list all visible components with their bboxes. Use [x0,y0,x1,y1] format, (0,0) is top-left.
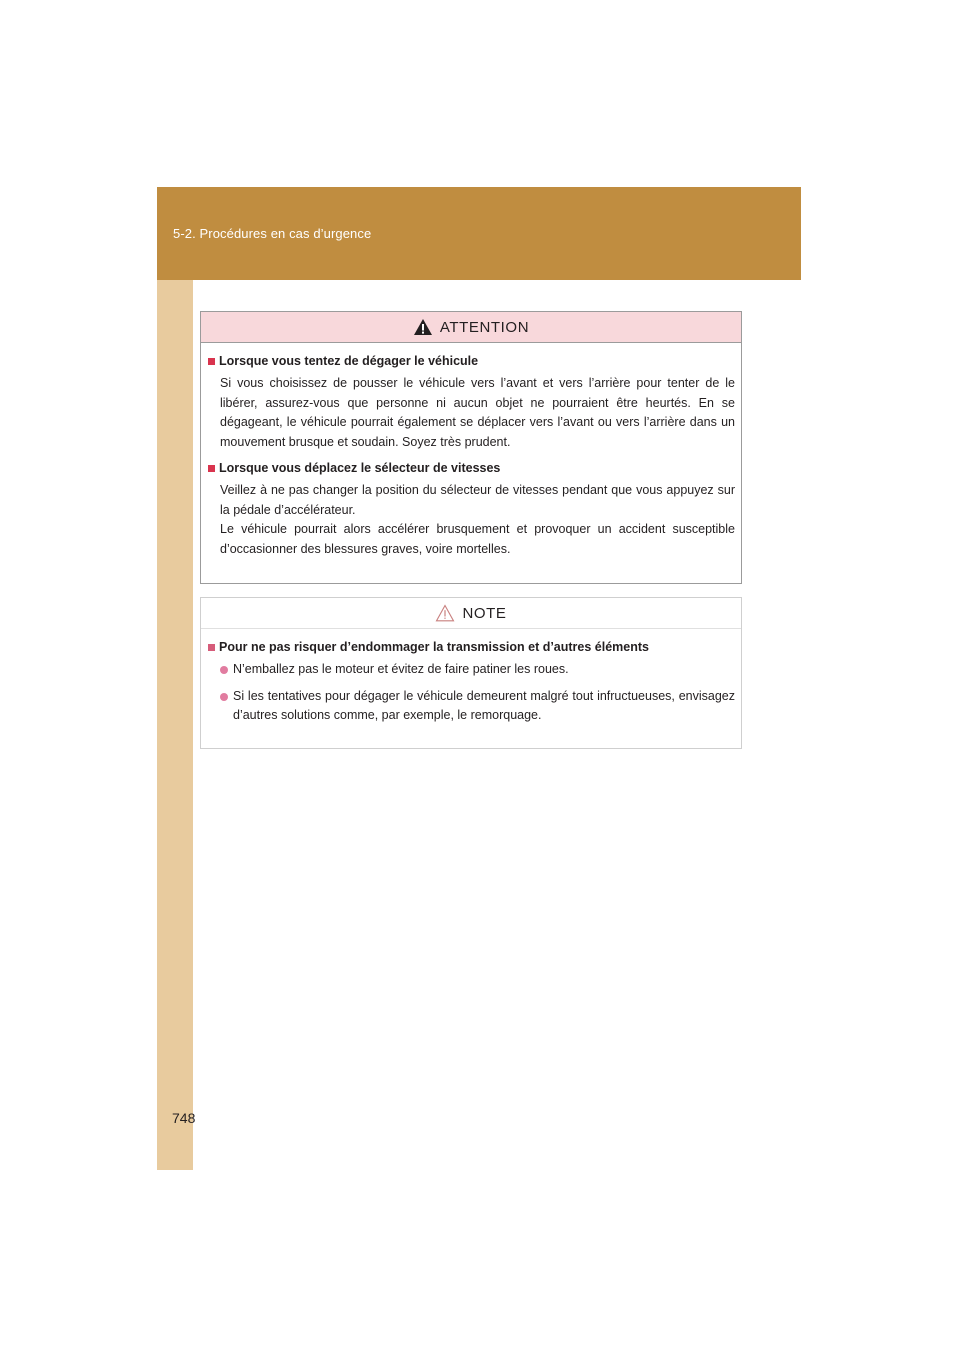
attention-body [201,343,741,559]
attention-section-heading-text: Lorsque vous déplacez le sélecteur de vitesses [219,461,501,475]
bullet-dot-icon [220,666,228,674]
warning-triangle-outline-icon [435,604,455,622]
note-box [200,597,742,749]
attention-paragraph: Le véhicule pourrait alors accélérer brusquement et provoquer un accident susceptible d’occasionner des blessures graves, voire mortelles. [220,522,735,556]
list-item [220,687,735,726]
attention-section-heading [208,354,735,368]
square-bullet-icon [208,465,215,472]
list-item [220,660,735,680]
attention-section-heading [208,461,735,475]
section-title: 5-2. Procédures en cas d’urgence [173,226,372,241]
square-bullet-icon [208,644,215,651]
side-tab-strip [157,280,196,1170]
bullet-dot-icon [220,693,228,701]
section-header-band [157,187,801,280]
attention-title: ATTENTION [439,318,530,336]
attention-paragraph: Si vous choisissez de pousser le véhicule vers l’avant et vers l’arrière pour tenter de le libérer, assurez-vous que personne ni aucun objet ne pourraient être heurtés. En se dégageant, le véhicule pourrait également se déplacer vers l’avant ou vers l’arrière dans un mouvement brusque et soudain. Soyez très prudent. [220,376,735,449]
list-item-text: N’emballez pas le moteur et évitez de faire patiner les roues. [233,662,569,676]
list-item-text: Si les tentatives pour dégager le véhicule demeurent malgré tout infructueuses, envisagez d’autres solutions comme, par exemple, le remorquage. [233,688,735,722]
note-header [201,598,741,629]
warning-triangle-filled-icon [413,318,433,336]
attention-header [201,312,741,343]
attention-box [200,311,742,584]
note-title: NOTE [462,604,507,622]
note-body [201,629,741,726]
attention-section-heading-text: Lorsque vous tentez de dégager le véhicule [219,354,479,368]
attention-paragraph: Veillez à ne pas changer la position du sélecteur de vitesses pendant que vous appuyez sur la pédale d’accélérateur. [220,483,735,517]
page-number: 748 [172,1110,196,1126]
note-heading [208,640,735,654]
square-bullet-icon [208,358,215,365]
note-heading-text: Pour ne pas risquer d’endommager la transmission et d’autres éléments [219,640,649,654]
